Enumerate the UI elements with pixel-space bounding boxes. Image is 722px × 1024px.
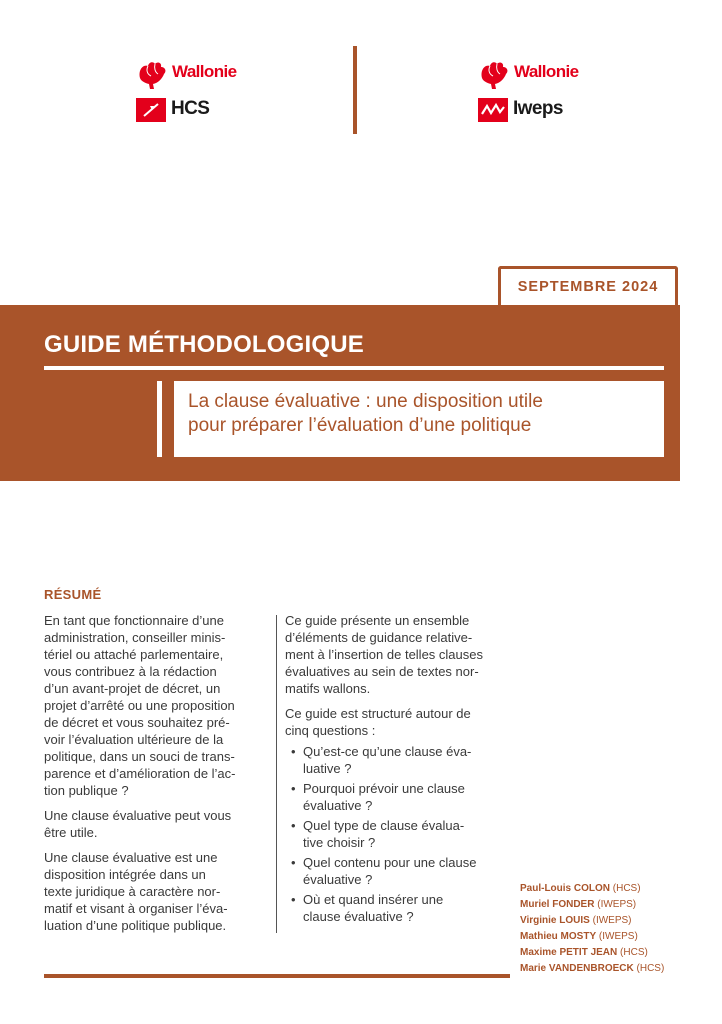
author-org: (IWEPS) <box>598 931 638 942</box>
text-line: parence et d’amélioration de l’ac- <box>44 766 236 781</box>
text-line: cinq questions : <box>285 723 376 738</box>
bullet-text: évaluative ? <box>303 798 373 813</box>
publication-date: SEPTEMBRE 2024 <box>517 279 659 295</box>
wallonie-hcs-logo <box>136 58 266 128</box>
bullet-icon: • <box>291 892 296 907</box>
text-line: Une clause évaluative peut vous <box>44 808 232 823</box>
author-entry <box>520 915 632 926</box>
text-line: vous contribuez à la rédaction <box>44 664 217 679</box>
subtitle-line: La clause évaluative : une disposition utile <box>188 391 543 412</box>
author-org: (IWEPS) <box>592 915 632 926</box>
author-entry <box>520 931 638 942</box>
author-entry <box>520 883 641 894</box>
text-line: disposition intégrée dans un <box>44 867 206 882</box>
text-line: ment à l’insertion de telles clauses <box>285 647 483 662</box>
text-line: tion publique ? <box>44 783 129 798</box>
author-entry <box>520 963 664 974</box>
author-entry <box>520 899 636 910</box>
author-name: Marie VANDENBROECK <box>520 963 634 974</box>
author-org: (IWEPS) <box>597 899 637 910</box>
subtitle-accent-bar <box>157 381 162 457</box>
author-org: (HCS) <box>636 963 665 974</box>
text-line: être utile. <box>44 825 98 840</box>
rooster-icon <box>478 58 512 92</box>
title-rule <box>44 366 664 370</box>
text-line: luation d’une politique publique. <box>44 918 227 933</box>
text-line: En tant que fonctionnaire d’une <box>44 613 224 628</box>
text-line: d’un avant-projet de décret, un <box>44 681 221 696</box>
hcs-wordmark: HCS <box>171 98 210 119</box>
bullet-text: évaluative ? <box>303 872 373 887</box>
text-line: matif et visant à organiser l’éva- <box>44 901 228 916</box>
text-line: projet d’arrêté ou une proposition <box>44 698 235 713</box>
author-name: Paul-Louis COLON <box>520 883 610 894</box>
text-line: Une clause évaluative est une <box>44 850 218 865</box>
text-line: de décret et vous souhaitez pré- <box>44 715 230 730</box>
text-line: politique, dans un souci de trans- <box>44 749 235 764</box>
text-line: d’éléments de guidance relative- <box>285 630 473 645</box>
author-name: Mathieu MOSTY <box>520 931 597 942</box>
author-org: (HCS) <box>612 883 641 894</box>
bullet-text: Qu’est-ce qu’une clause éva- <box>303 744 472 759</box>
author-name: Muriel FONDER <box>520 899 595 910</box>
page-title: GUIDE MÉTHODOLOGIQUE <box>44 331 365 358</box>
date-tab <box>498 266 678 306</box>
bullet-text: Pourquoi prévoir une clause <box>303 781 465 796</box>
bullet-text: clause évaluative ? <box>303 909 414 924</box>
bullet-icon: • <box>291 781 296 796</box>
text-line: matifs wallons. <box>285 681 371 696</box>
wallonie-iweps-logo <box>478 58 608 128</box>
rooster-icon <box>136 58 170 92</box>
bullet-icon: • <box>291 744 296 759</box>
text-line: évaluatives au sein de textes nor- <box>285 664 479 679</box>
summary-column-2 <box>285 613 513 933</box>
bottom-rule <box>44 974 510 978</box>
author-name: Virginie LOUIS <box>520 915 590 926</box>
summary-heading: RÉSUMÉ <box>44 587 102 602</box>
text-line: voir l’évaluation ultérieure de la <box>44 732 224 747</box>
hcs-emblem-icon <box>136 98 166 122</box>
text-line: texte juridique à caractère nor- <box>44 884 221 899</box>
text-line: Ce guide présente un ensemble <box>285 613 470 628</box>
author-org: (HCS) <box>620 947 648 958</box>
summary-column-1 <box>44 613 269 938</box>
wallonie-wordmark: Wallonie <box>514 62 579 81</box>
subtitle-line: pour préparer l’évaluation d’une politique <box>188 415 532 436</box>
text-line: tériel ou attaché parlementaire, <box>44 647 224 662</box>
author-name: Maxime PETIT JEAN <box>520 947 618 958</box>
iweps-wordmark: Iweps <box>513 98 563 119</box>
bullet-text: Quel contenu pour une clause <box>303 855 477 870</box>
bullet-icon: • <box>291 855 296 870</box>
text-line: Ce guide est structuré autour de <box>285 706 471 721</box>
column-divider <box>276 615 277 933</box>
logo-divider <box>353 46 357 134</box>
author-entry <box>520 947 648 958</box>
text-line: administration, conseiller minis- <box>44 630 226 645</box>
authors-list <box>520 883 710 983</box>
bullet-text: luative ? <box>303 761 352 776</box>
title-banner <box>0 305 680 481</box>
subtitle-box <box>174 381 664 457</box>
bullet-icon: • <box>291 818 296 833</box>
iweps-emblem-icon <box>478 98 508 122</box>
bullet-text: Où et quand insérer une <box>303 892 444 907</box>
bullet-text: Quel type de clause évalua- <box>303 818 465 833</box>
bullet-text: tive choisir ? <box>303 835 376 850</box>
wallonie-wordmark: Wallonie <box>172 62 237 81</box>
